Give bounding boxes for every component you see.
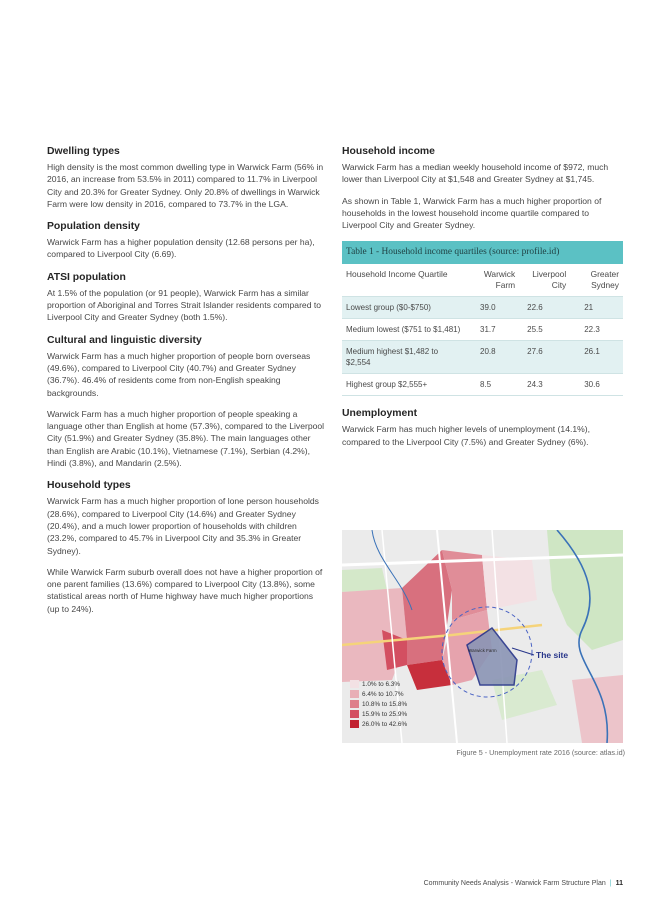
heading-household-types: Household types [47, 480, 131, 492]
table-header-row [342, 264, 623, 297]
text-cultural-1: Warwick Farm has a much higher proportion of people born overseas (49.6%), compared to Liverpool City (40.7%) and Greater Sydney (36.7%). 46.4% of residents come from non-English speaking backgrounds. [47, 350, 311, 398]
text-household-income-2: As shown in Table 1, Warwick Farm has a much higher proportion of households in the lowest household income quartile compared to Liverpool City and Greater Sydney. [342, 195, 602, 231]
site-label: The site [536, 650, 569, 660]
text-atsi: At 1.5% of the population (or 91 people), Warwick Farm has a similar proportion of Aboriginal and Torres Strait Islander residents compared to Liverpool City and Greater Sydney (both 1.5%). [47, 287, 322, 323]
legend-item [350, 710, 407, 718]
footer-text: Community Needs Analysis - Warwick Farm Structure Plan [423, 880, 606, 887]
legend-item [350, 720, 407, 728]
footer-divider: | [609, 880, 612, 887]
heading-unemployment: Unemployment [342, 408, 418, 420]
table-cell: 31.7 [480, 325, 496, 335]
section-dwelling-types [47, 146, 325, 210]
table-row [342, 374, 623, 396]
legend-item [350, 680, 407, 688]
right-column [342, 146, 623, 459]
section-cultural [47, 335, 325, 470]
map-legend [350, 680, 407, 730]
heading-atsi: ATSI population [47, 271, 126, 283]
text-dwelling-types: High density is the most common dwelling type in Warwick Farm (56% in 2016, an increase from 53.5% in 2011) compared to 11.7% in Liverpool City and 20.3% for Greater Sydney. Only 20.8% of dwellings in Warwick Farm were low density in 2016, compared to 73.7% in the LGA. [47, 162, 324, 209]
table-cell: Medium highest $1,482 to $2,554 [346, 347, 439, 368]
table-cell: 20.8 [480, 347, 496, 357]
table-row [342, 319, 623, 341]
table-cell: 26.1 [584, 347, 600, 357]
section-household-types [47, 480, 325, 615]
table-cell: 27.6 [527, 347, 543, 357]
page-footer [424, 880, 623, 887]
heading-cultural: Cultural and linguistic diversity [47, 334, 202, 346]
table-cell: 25.5 [527, 325, 543, 335]
table-cell: 30.6 [584, 380, 600, 390]
text-household-types-1: Warwick Farm has a much higher proportion of lone person households (28.6%), compared to Liverpool City (14.6%) and Greater Sydney (20.4%), and a much lower proportion of households with children (23.2%, compared to 45.7% in Liverpool City and 35.3% in Greater Sydney). [47, 496, 319, 556]
table-cell: 39.0 [480, 303, 496, 313]
unemployment-map [342, 530, 623, 743]
table-cell: 21 [584, 303, 594, 313]
legend-label: 26.0% to 42.6% [362, 720, 408, 728]
income-table [342, 241, 623, 396]
section-household-income [342, 146, 623, 231]
figure-caption: Figure 5 - Unemployment rate 2016 (source: atlas.id) [456, 748, 625, 757]
text-unemployment: Warwick Farm has much higher levels of unemployment (14.1%), compared to the Liverpool City (7.5%) and Greater Sydney (6%). [342, 424, 591, 447]
section-unemployment [342, 408, 623, 448]
legend-label: 15.9% to 25.9% [362, 710, 408, 718]
page-number: 11 [615, 880, 623, 887]
legend-label: 1.0% to 6.3% [362, 680, 401, 688]
legend-item [350, 690, 407, 698]
table-cell: 24.3 [527, 380, 543, 390]
legend-label: 6.4% to 10.7% [362, 690, 404, 698]
heading-population-density: Population density [47, 221, 140, 233]
table-header-warwick: Warwick Farm [483, 269, 516, 291]
table-cell: 22.6 [527, 303, 543, 313]
table-row [342, 341, 623, 374]
heading-dwelling-types: Dwelling types [47, 146, 120, 157]
text-household-income-1: Warwick Farm has a median weekly household income of $972, much lower than Liverpool City at $1,548 and Greater Sydney at $1,745. [342, 162, 609, 185]
suburb-label: Warwick Farm [468, 648, 497, 653]
table-header-liverpool: Liverpool City [532, 269, 567, 291]
text-population-density: Warwick Farm has a higher population density (12.68 persons per ha), compared to Liverpool City (6.69). [47, 237, 315, 260]
table-header-quartile: Household Income Quartile [346, 269, 448, 280]
text-cultural-2: Warwick Farm has a much higher proportion of people speaking a language other than English at home (57.3%), compared to the Liverpool City (51.9%) and Greater Sydney (35.8%). The main languages other than English are Arabic (10.1%), Vietnamese (7.1%), Serbian (4.2%), Hindi (3.8%), and Mandarin (2.5%). [47, 408, 325, 469]
table-cell: Medium lowest ($751 to $1,481) [346, 325, 461, 335]
table-header-sydney: Greater Sydney [590, 269, 619, 291]
table-row [342, 297, 623, 319]
legend-item [350, 700, 407, 708]
section-population-density [47, 221, 325, 261]
heading-household-income: Household income [342, 146, 435, 157]
text-household-types-2: While Warwick Farm suburb overall does not have a higher proportion of one parent families (13.6%) compared to Liverpool City (13.8%), some statistical areas north of Hume highway have much higher proportions (up to 24%). [47, 566, 323, 614]
legend-label: 10.8% to 15.8% [362, 700, 408, 708]
table-cell: Lowest group ($0-$750) [346, 303, 431, 313]
section-atsi [47, 272, 325, 324]
income-quartile-table [342, 264, 623, 396]
table-title: Table 1 - Household income quartiles (source: profile.id) [342, 241, 623, 264]
table-cell: 8.5 [480, 380, 492, 390]
left-column [47, 146, 325, 626]
table-cell: Highest group $2,555+ [346, 380, 428, 390]
table-cell: 22.3 [584, 325, 600, 335]
